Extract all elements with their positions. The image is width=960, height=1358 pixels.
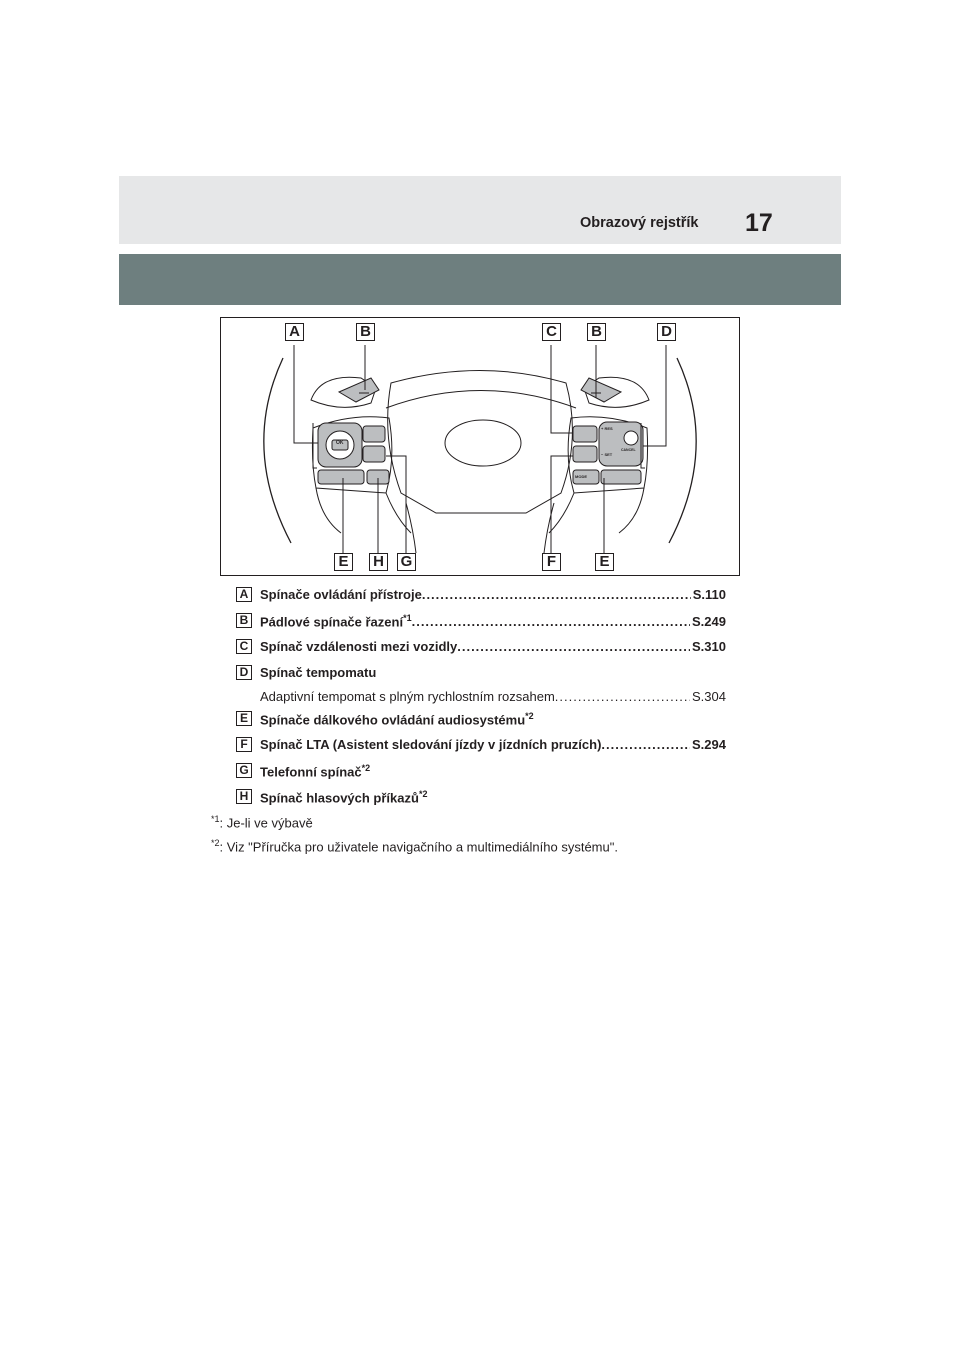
- steering-wheel-drawing: [221, 318, 739, 575]
- entry-letter: F: [236, 737, 252, 752]
- callout-label: B: [587, 323, 606, 341]
- list-item: [236, 662, 726, 708]
- footnote-mark: *1: [403, 613, 412, 623]
- header-band: [119, 176, 841, 244]
- entry-title: Spínač LTA (Asistent sledování jízdy v jízdních pruzích): [260, 737, 602, 752]
- mode-button-label: MODE: [575, 474, 587, 479]
- list-item: [236, 786, 726, 812]
- list-item: [236, 584, 726, 610]
- steering-wheel-figure: [220, 317, 740, 576]
- entry-letter: H: [236, 789, 252, 804]
- callout-label: G: [397, 553, 416, 571]
- entry-title: Spínač hlasových příkazů: [260, 790, 419, 806]
- cancel-button-label: CANCEL: [621, 448, 636, 452]
- footnote-mark: *2: [418, 789, 428, 799]
- page-reference-link[interactable]: S.310: [692, 639, 726, 654]
- entry-list: [236, 584, 726, 812]
- callout-label: F: [542, 553, 561, 571]
- entry-letter: E: [236, 711, 252, 726]
- callout-label: C: [542, 323, 561, 341]
- page-reference-link[interactable]: S.294: [692, 737, 726, 752]
- footnote-text: : Je-li ve výbavě: [219, 815, 313, 831]
- entry-title: Spínače ovládání přístroje: [260, 587, 422, 602]
- callout-label: A: [285, 323, 304, 341]
- entry-title: Telefonní spínač: [260, 764, 362, 780]
- entry-letter: A: [236, 587, 252, 602]
- list-item: [236, 636, 726, 662]
- set-button-label: − SET: [601, 452, 613, 457]
- section-band: [119, 254, 841, 305]
- entry-letter: C: [236, 639, 252, 654]
- entry-letter: G: [236, 763, 252, 778]
- entry-letter: D: [236, 665, 252, 680]
- entry-title: Spínač tempomatu: [260, 665, 377, 680]
- callout-label: E: [595, 553, 614, 571]
- footnote: [211, 838, 618, 862]
- footnote-mark: *2: [525, 711, 534, 721]
- entry-letter: B: [236, 613, 252, 628]
- callout-label: D: [657, 323, 676, 341]
- entry-title: Pádlové spínače řazení: [260, 614, 404, 630]
- footnotes: [211, 814, 618, 862]
- header-title: Obrazový rejstřík: [580, 215, 699, 231]
- page-reference-link[interactable]: S.304: [692, 689, 726, 704]
- footnote-mark: *2: [361, 763, 371, 773]
- ok-button-label: OK: [336, 440, 344, 446]
- callout-label: E: [334, 553, 353, 571]
- list-item: [236, 610, 726, 636]
- page-reference-link[interactable]: S.110: [692, 587, 726, 602]
- entry-title: Spínač vzdálenosti mezi vozidly: [260, 639, 458, 654]
- entry-subtitle: Adaptivní tempomat s plným rychlostním rozsahem: [260, 689, 555, 704]
- page-reference-link[interactable]: S.249: [692, 614, 726, 630]
- list-item: [236, 760, 726, 786]
- footnote-text: : Viz "Příručka pro uživatele navigačního a multimediálního systému".: [219, 839, 618, 855]
- list-item: [236, 734, 726, 760]
- list-item: [236, 708, 726, 734]
- page-number: 17: [745, 209, 773, 237]
- entry-title: Spínače dálkového ovládání audiosystému: [260, 712, 526, 728]
- footnote: [211, 814, 618, 838]
- callout-label: B: [356, 323, 375, 341]
- footnote-mark: *2: [211, 838, 220, 848]
- callout-label: H: [369, 553, 388, 571]
- res-button-label: + RES: [601, 426, 613, 431]
- footnote-mark: *1: [211, 814, 220, 824]
